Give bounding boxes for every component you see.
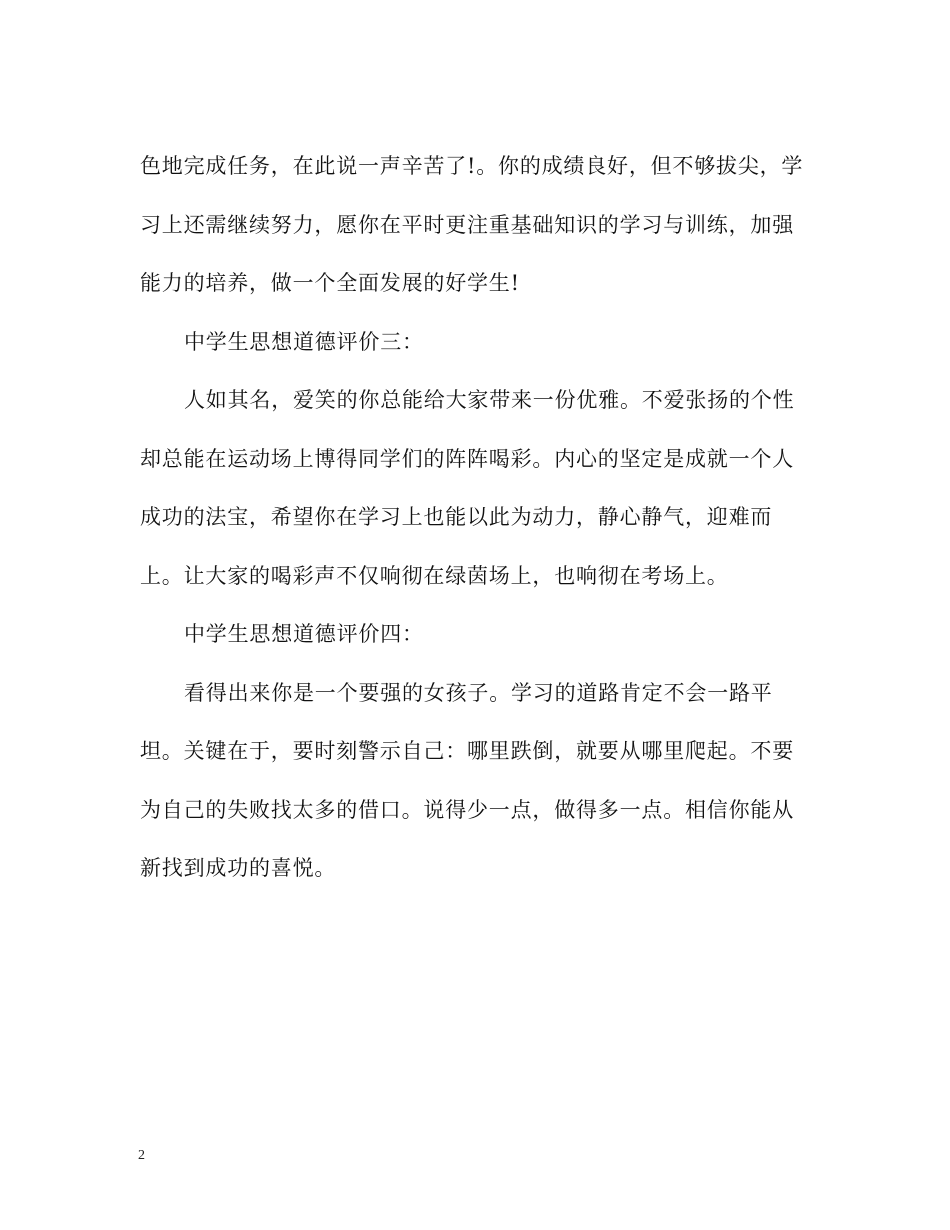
page-number: 2 [138, 1148, 145, 1163]
paragraph-evaluation-three: 人如其名，爱笑的你总能给大家带来一份优雅。不爱张扬的个性却总能在运动场上博得同学们的阵阵喝彩。内心的坚定是成就一个人成功的法宝，希望你在学习上也能以此为动力，静心静气，迎难而上。让大家的喝彩声不仅响彻在绿茵场上，也响彻在考场上。 [140, 388, 795, 588]
document-body [140, 137, 812, 898]
section-heading-four: 中学生思想道德评价四： [184, 622, 424, 646]
section-heading-three: 中学生思想道德评价三： [184, 329, 424, 354]
paragraph-evaluation-four: 看得出来你是一个要强的女孩子。学习的道路肯定不会一路平坦。关键在于，要时刻警示自己：哪里跌倒，就要从哪里爬起。不要为自己的失败找太多的借口。说得少一点，做得多一点。相信你能从新找到成功的喜悦。 [140, 680, 794, 880]
paragraph-continuation: 色地完成任务，在此说一声辛苦了!。你的成绩良好，但不够拔尖，学习上还需继续努力，愿你在平时更注重基础知识的学习与训练，加强能力的培养，做一个全面发展的好学生! [140, 154, 804, 295]
